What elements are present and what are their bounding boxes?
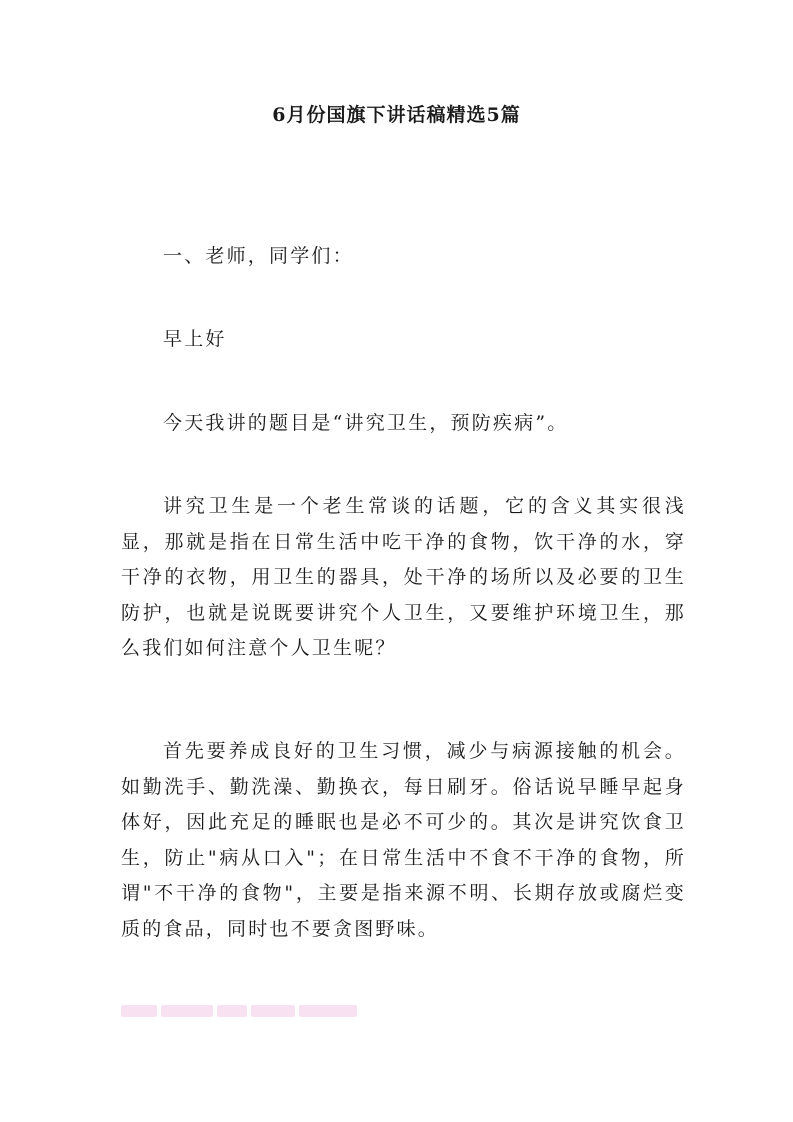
document-title: 6月份国旗下讲话稿精选5篇 xyxy=(272,104,521,126)
paragraph-hygiene-intro: 讲究卫生是一个老生常谈的话题，它的含义其实很浅显，那就是指在日常生活中吃干净的食物，饮干净的水，穿干净的衣物，用卫生的器具，处干净的场所以及必要的卫生防护，也就是说既要讲究个人卫生，又要维护环境卫生，那么我们如何注意个人卫生呢？ xyxy=(121,495,686,659)
paragraph-topic: 今天我讲的题目是“讲究卫生，预防疾病”。 xyxy=(163,412,569,434)
paragraph-greeting: 早上好 xyxy=(163,328,227,350)
faint-watermark-strip xyxy=(121,1002,361,1020)
paragraph-hygiene-habits: 首先要养成良好的卫生习惯，减少与病源接触的机会。如勤洗手、勤洗澡、勤换衣，每日刷牙。俗话说早睡早起身体好，因此充足的睡眠也是必不可少的。其次是讲究饮食卫生，防止"病从口入"；在日常生活中不食不干净的食物，所谓"不干净的食物"，主要是指来源不明、长期存放或腐烂变质的食品，同时也不要贪图野味。 xyxy=(121,740,686,940)
paragraph-salutation: 一、老师，同学们： xyxy=(163,245,354,267)
